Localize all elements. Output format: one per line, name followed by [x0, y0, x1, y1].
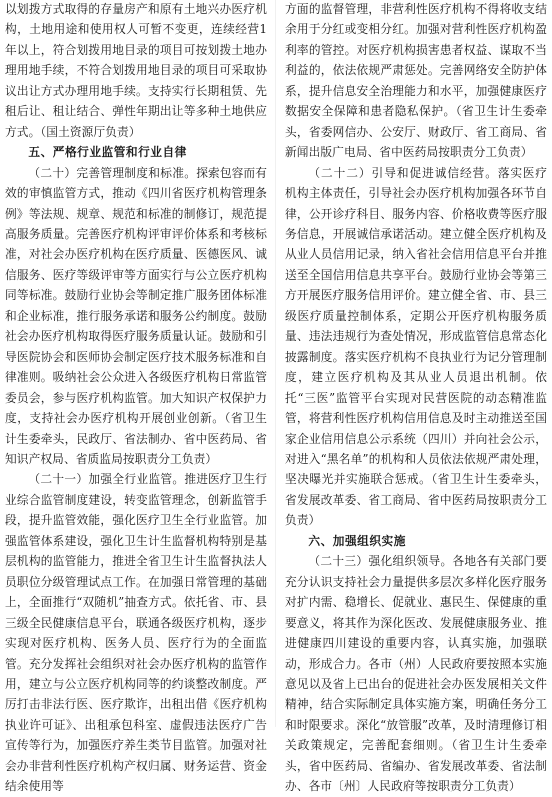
- paragraph-item-20: [5, 163, 267, 470]
- item-21-body: 推进医疗卫生行业综合监管制度建设，转变监管理念，创新监管手段，提升监管效能，强化医疗卫生全行业监管。加强监管体系建设，强化卫生计生监督机构特别是基层机构的监管能力，推进全省卫生计生监督执法人员职位分级管理试点工作。在加强日常管理的基础上，全面推行“双随机”抽查方式。依托省、市、县三级全民健康信息平台，联通各级医疗机构，逐步实现对医疗机构、医务人员、医疗行为的全面监管。充分发挥社会组织对社会办医疗机构的监管作用，建立与公立医疗机构同等的约谈整改制度。严厉打击非法行医、医疗欺诈，出租出借《医疗机构执业许可证》、出租承包科室、虚假违法医疗广告宣传等行为，加强医疗养生类节目监管。加强对社会办非营利性医疗机构产权归属、财务运营、资金结余使用等: [5, 472, 267, 794]
- paragraph-item-22: [285, 163, 547, 531]
- right-column: [285, 0, 547, 797]
- section-heading-implementation: 六、加强组织实施: [308, 533, 406, 548]
- item-21-lead: （二十一）加强全行业监管。: [28, 472, 185, 487]
- item-23-body: 各地各有关部门要充分认识支持社会力量提供多层次多样化医疗服务对扩内需、稳增长、促就业、惠民生、保健康的重要意义，将其作为深化医改、发展健康服务业、推进健康四川建设的重要内容，认真实施，加强联动，形成合力。各市（州）人民政府要按照本实施意见以及省上已出台的促进社会办医发展相关文件精神，结合实际制定具体实施方案，明确任务分工和时限要求。深化“放管服”改革，及时清理修订相关政策规定，完善配套细则。（省卫生计生委牵头，省中医药局、省编办、省发展改革委、省法制办、各市〔州〕人民政府等按职责分工负责）: [285, 554, 547, 794]
- item-20-body: 探索包容而有效的审慎监管方式，推动《四川省医疗机构管理条例》等法规、规章、规范和标准的制修订，规范提高服务质量。完善医疗机构评审评价体系和考核标准，对社会办医疗机构在医疗质量、医德医风、诚信服务、医疗等级评审等方面实行与公立医疗机构同等标准。鼓励行业协会等制定推广服务团体标准和企业标准，推行服务承诺和服务公约制度。鼓励社会办医疗机构取得医疗服务质量认证。鼓励和引导医院协会和医师协会制定医疗技术服务标准和自律准则。吸纳社会公众进入各级医疗机构日常监管委员会，参与医疗机构监管。加大知识产权保护力度，支持社会办医疗机构开展创业创新。（省卫生计生委牵头，民政厅、省法制办、省中医药局、省知识产权局、省质监局按职责分工负责）: [5, 165, 268, 466]
- paragraph-item-23: [285, 551, 547, 796]
- item-22-body: 落实医疗机构主体责任，引导社会办医疗机构加强各环节自律，公开诊疗科目、服务内容、价格收费等医疗服务信息，开展诚信承诺活动。建立健全医疗机构及从业人员信用记录，纳入省社会信用信息平台并推送至全国信用信息共享平台。鼓励行业协会等第三方开展医疗服务信用评价。建立健全省、市、县三级医疗质量控制体系，定期公开医疗机构服务质量、违法违规行为查处情况，形成监管信息常态化披露制度。落实医疗机构不良执业行为记分管理制度，建立医疗机构及其从业人员退出机制。依托“三医”监管平台实现对民营医院的动态精准监管，将营利性医疗机构信用信息及时主动推送至国家企业信用信息公示系统（四川）并向社会公示，对进入“黑名单”的机构和人员依法依规严肃处理，坚决曝光并实施联合惩戒。（省卫生计生委牵头，省发展改革委、省工商局、省中医药局按职责分工负责）: [285, 165, 547, 528]
- paragraph-item-21: [5, 469, 267, 796]
- paragraph-land-supply: 以划拨方式取得的存量房产和原有土地兴办医疗机构，土地用途和使用权人可暂不变更，连续经营1年以上，符合划拨用地目录的项目可按划拨土地办理用地手续，不符合划拨用地目录的项目可采取协议出让方式办理用地手续。支持实行长期租赁、先租后让、租让结合、弹性年期出让等多种土地供应方式。（国土资源厅负责）: [5, 2, 267, 139]
- paragraph-nonprofit-oversight: 方面的监督管理，非营利性医疗机构不得将收支结余用于分红或变相分红。加强对营利性医疗机构盈利率的管控。对医疗机构损害患者权益、谋取不当利益的，依法依规严肃惩处。完善网络安全防护体系，提升信息安全治理能力和水平，加强健康医疗数据安全保障和患者隐私保护。（省卫生计生委牵头，省委网信办、公安厅、财政厅、省工商局、省新闻出版广电局、省中医药局按职责分工负责）: [285, 2, 547, 160]
- left-column: [5, 0, 267, 797]
- item-22-lead: （二十二）引导和促进诚信经营。: [308, 165, 498, 180]
- section-heading-supervision: 五、严格行业监管和行业自律: [28, 145, 187, 160]
- item-20-lead: （二十）完善管理制度和标准。: [28, 165, 197, 180]
- item-23-lead: （二十三）强化组织领导。: [308, 554, 453, 569]
- column-divider: [275, 0, 276, 727]
